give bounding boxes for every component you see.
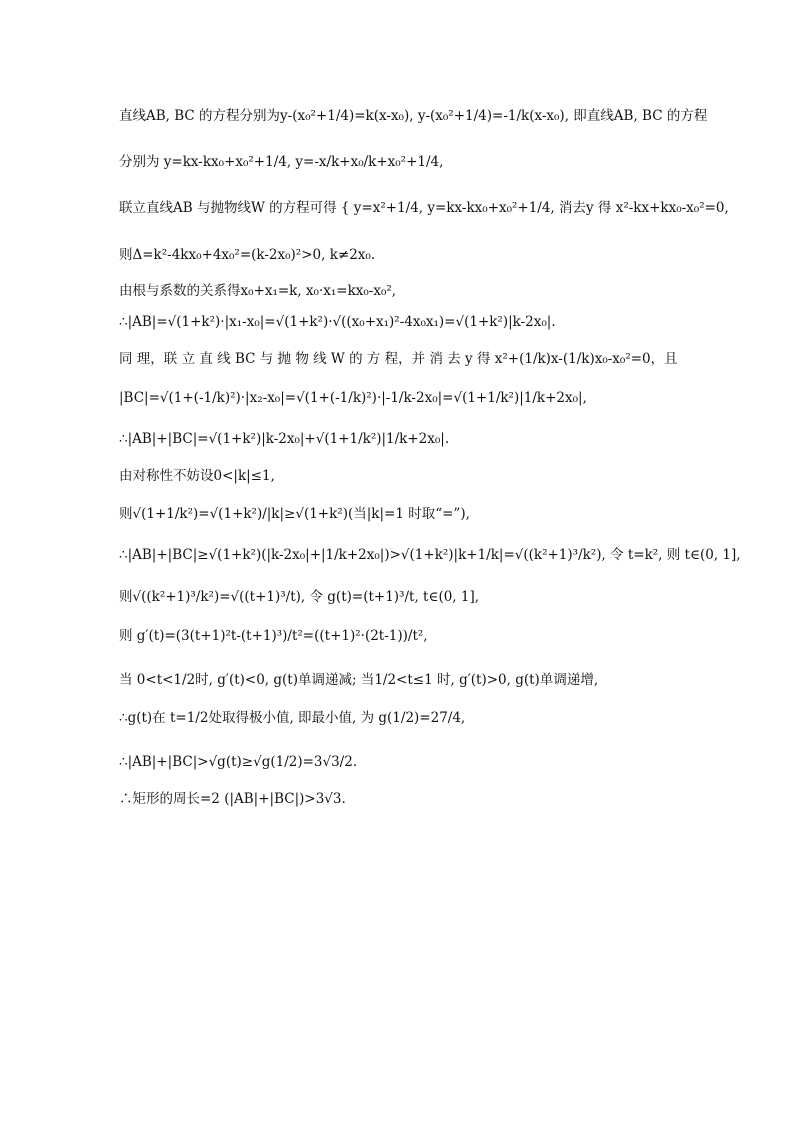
text-line-5: 由根与系数的关系得x₀+x₁=k, x₀·x₁=kx₀-x₀²,	[119, 283, 397, 299]
text-line-10: 由对称性不妨设0<|k|≤1,	[119, 468, 275, 484]
text-line-7: 同 理，联 立 直 线 BC 与 抛 物 线 W 的 方 程，并 消 去 y 得 x²+(1/k)x-(1/k)x₀-x₀²=0，且	[119, 351, 678, 367]
text-line-13: 则√((k²+1)³/k²)=√((t+1)³/t), 令 g(t)=(t+1)³/t, t∈(0, 1],	[119, 589, 480, 605]
text-line-4: 则Δ=k²-4kx₀+4x₀²=(k-2x₀)²>0, k≠2x₀.	[119, 247, 376, 263]
text-line-2: 分别为 y=kx-kx₀+x₀²+1/4, y=-x/k+x₀/k+x₀²+1/4,	[119, 154, 444, 170]
text-line-3: 联立直线AB 与抛物线W 的方程可得 { y=x²+1/4, y=kx-kx₀+x₀²+1/4, 消去y 得 x²-kx+kx₀-x₀²=0,	[119, 200, 729, 216]
text-line-14: 则 g′(t)=(3(t+1)²t-(t+1)³)/t²=((t+1)²·(2t-1))/t²,	[119, 628, 428, 644]
text-line-1: 直线AB, BC 的方程分别为y-(x₀²+1/4)=k(x-x₀), y-(x₀²+1/4)=-1/k(x-x₀), 即直线AB, BC 的方程	[119, 108, 708, 124]
text-line-6: ∴|AB|=√(1+k²)·|x₁-x₀|=√(1+k²)·√((x₀+x₁)²-4x₀x₁)=√(1+k²)|k-2x₀|.	[119, 314, 556, 330]
text-line-8: |BC|=√(1+(-1/k)²)·|x₂-x₀|=√(1+(-1/k)²)·|-1/k-2x₀|=√(1+1/k²)|1/k+2x₀|,	[119, 390, 587, 406]
text-line-17: ∴|AB|+|BC|>√g(t)≥√g(1/2)=3√3/2.	[119, 754, 358, 770]
text-line-18: ∴矩形的周长=2 (|AB|+|BC|)>3√3.	[119, 791, 346, 807]
text-line-12: ∴|AB|+|BC|≥√(1+k²)(|k-2x₀|+|1/k+2x₀|)>√(1+k²)|k+1/k|=√((k²+1)³/k²), 令 t=k², 则 t∈(0, 1],	[119, 547, 741, 563]
text-line-11: 则√(1+1/k²)=√(1+k²)/|k|≥√(1+k²)(当|k|=1 时取“=”),	[119, 506, 470, 522]
text-line-15: 当 0<t<1/2时, g′(t)<0, g(t)单调递减; 当1/2<t≤1 时, g′(t)>0, g(t)单调递增,	[119, 672, 599, 688]
text-line-16: ∴g(t)在 t=1/2处取得极小值, 即最小值, 为 g(1/2)=27/4,	[119, 710, 466, 726]
text-line-9: ∴|AB|+|BC|=√(1+k²)|k-2x₀|+√(1+1/k²)|1/k+2x₀|.	[119, 431, 450, 447]
